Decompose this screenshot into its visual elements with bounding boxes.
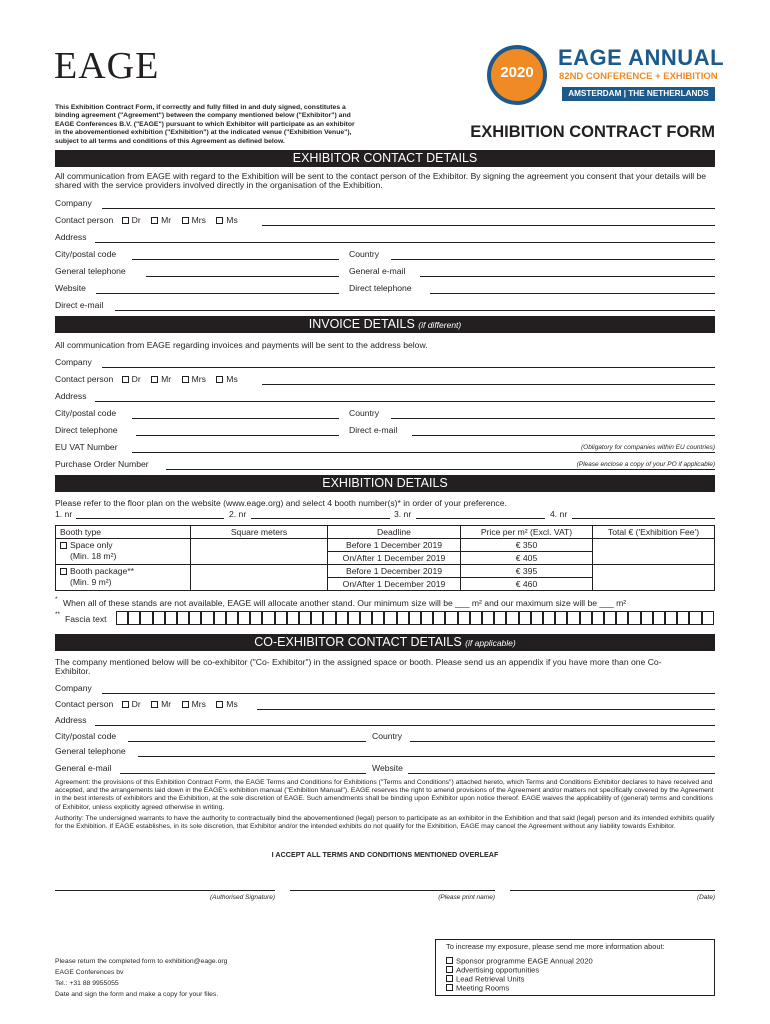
checkbox-icon[interactable]	[216, 701, 223, 708]
exhibitor-intro: All communication from EAGE with regard to the Exhibition will be sent to the contact person of the Exhibitor. By signing the agreement you consent that your details will be shared with the service providers involved directly in the organisation of the Exhibition.	[55, 171, 707, 191]
coexhibitor-city-field[interactable]	[128, 741, 366, 742]
coexhibitor-contact-label	[55, 699, 238, 709]
table-row	[56, 565, 715, 578]
coexhibitor-gen-tel-field[interactable]	[138, 756, 715, 757]
invoice-address-label: Address	[55, 391, 87, 401]
footnote-1-mark: *	[55, 596, 58, 603]
checkbox-icon[interactable]	[151, 701, 158, 708]
checkbox-icon[interactable]	[122, 217, 129, 224]
invoice-section-title: INVOICE DETAILS	[308, 317, 415, 331]
authority-text: Authority: The undersigned warrants to have the authority to contractually bind the abovementioned (legal) person to participate as an exhibitor in the Exhibition and that said (legal) person and its intended exhibits qualify for the Exhibition. If EAGE establishes, in its sole discretion, that Exhibitor and/or the intended exhibits do not qualify for the Exhibition, EAGE may cancel the Agreement without any liability towards Exhibitor.	[55, 815, 715, 831]
invoice-salutation-mrs-label: Mrs	[191, 374, 206, 384]
coexhibitor-country-label: Country	[372, 731, 403, 741]
fascia-label: Fascia text	[65, 614, 107, 624]
header-deadline: Deadline	[328, 526, 461, 539]
fascia-char-box[interactable]	[702, 611, 714, 625]
fascia-char-box[interactable]	[189, 611, 201, 625]
checkbox-icon[interactable]	[151, 376, 158, 383]
invoice-salutation-ms-label: Ms	[226, 374, 238, 384]
fascia-char-box[interactable]	[519, 611, 531, 625]
coexhibitor-salutation-dr-label: Dr	[131, 699, 141, 709]
fascia-char-box[interactable]	[433, 611, 445, 625]
coexhibitor-city-label: City/postal code	[55, 731, 117, 741]
exhibitor-company-label: Company	[55, 198, 92, 208]
booth-package-cell[interactable]	[56, 565, 191, 591]
info-option-meeting-rooms[interactable]	[446, 984, 593, 993]
checkbox-icon[interactable]	[151, 217, 158, 224]
exhibitor-country-label: Country	[349, 249, 380, 259]
fascia-char-box[interactable]	[348, 611, 360, 625]
fascia-char-box[interactable]	[323, 611, 335, 625]
booth-nr-4-label: 4. nr	[550, 509, 568, 519]
date-caption: (Date)	[696, 894, 715, 901]
fascia-char-box[interactable]	[409, 611, 421, 625]
invoice-country-field[interactable]	[391, 418, 715, 419]
booth-table	[55, 525, 715, 591]
fascia-char-box[interactable]	[531, 611, 543, 625]
fascia-char-box[interactable]	[311, 611, 323, 625]
invoice-vat-note: (Obligatory for companies within EU countries)	[580, 444, 715, 451]
salutation-dr-label: Dr	[131, 215, 141, 225]
info-box	[435, 939, 715, 996]
fascia-char-box[interactable]	[567, 611, 579, 625]
exhibitor-direct-email-label: Direct e-mail	[55, 300, 104, 310]
price-cell: € 460	[461, 578, 593, 591]
fascia-char-box[interactable]	[360, 611, 372, 625]
checkbox-icon[interactable]	[446, 984, 453, 991]
eage-logo: EAGE	[54, 45, 160, 87]
form-title: EXHIBITION CONTRACT FORM	[470, 123, 715, 141]
exhibitor-website-label: Website	[55, 283, 86, 293]
invoice-contact-text: Contact person	[55, 374, 114, 384]
coexhibitor-website-label: Website	[372, 763, 403, 773]
return-instruction: Please return the completed form to exhibition@eage.org	[55, 958, 228, 965]
fascia-char-box[interactable]	[336, 611, 348, 625]
info-option-label: Advertising opportunities	[456, 965, 540, 975]
checkbox-icon[interactable]	[446, 975, 453, 982]
invoice-company-field[interactable]	[102, 367, 715, 368]
info-option-label: Lead Retrieval Units	[456, 974, 525, 984]
checkbox-icon[interactable]	[446, 957, 453, 964]
coexhibitor-section-title: CO-EXHIBITOR CONTACT DETAILS	[254, 635, 462, 649]
coexhibitor-salutation-mr-label: Mr	[161, 699, 172, 709]
deadline-cell: On/After 1 December 2019	[328, 552, 461, 565]
fascia-char-box[interactable]	[384, 611, 396, 625]
invoice-intro: All communication from EAGE regarding invoices and payments will be sent to the address below.	[55, 340, 428, 350]
table-row	[56, 539, 715, 552]
exhibitor-contact-field[interactable]	[262, 225, 715, 226]
fascia-char-box[interactable]	[592, 611, 604, 625]
fascia-char-box[interactable]	[677, 611, 689, 625]
salutation-mr-label: Mr	[161, 215, 172, 225]
coexhibitor-country-field[interactable]	[410, 741, 715, 742]
exhibitor-gen-email-label: General e-mail	[349, 266, 406, 276]
invoice-po-field[interactable]	[166, 469, 715, 470]
info-option-label: Sponsor programme EAGE Annual 2020	[456, 956, 593, 966]
booth-nr-2-field[interactable]	[251, 518, 390, 519]
fascia-char-box[interactable]	[616, 611, 628, 625]
intro-text: This Exhibition Contract Form, if correctly and fully filled in and duly signed, constitutes a binding agreement ("Agreement") between the company mentioned below ("Exhibitor") and EAGE Conferences B.V. ("EAGE") pursuant to which Exhibitor will participate as an exhibitor in the abovementioned exhibition ("Exhibition") at the indicated venue ("Exhibition Venue"), subject to all terms and conditions of this Agreement as defined below.	[55, 104, 355, 145]
exhibitor-contact-label	[55, 215, 238, 225]
fascia-char-box[interactable]	[275, 611, 287, 625]
salutation-mrs[interactable]	[182, 215, 206, 225]
header-total: Total € ('Exhibition Fee')	[593, 526, 715, 539]
fascia-char-box[interactable]	[226, 611, 238, 625]
exhibitor-section-header	[55, 150, 715, 167]
exhibitor-country-field[interactable]	[391, 259, 715, 260]
fascia-char-box[interactable]	[128, 611, 140, 625]
space-only-total[interactable]	[593, 539, 715, 565]
fascia-char-box[interactable]	[470, 611, 482, 625]
fascia-char-box[interactable]	[421, 611, 433, 625]
date-field[interactable]	[510, 890, 715, 891]
space-only-min: (Min. 18 m²)	[70, 551, 117, 561]
booth-nr-3-field[interactable]	[416, 518, 545, 519]
exhibitor-city-field[interactable]	[132, 259, 339, 260]
coexhibitor-salutation-mrs-label: Mrs	[191, 699, 206, 709]
footer-company: EAGE Conferences bv	[55, 969, 124, 976]
fascia-char-box[interactable]	[665, 611, 677, 625]
booth-package-sqm[interactable]	[191, 565, 328, 591]
fascia-char-box[interactable]	[641, 611, 653, 625]
exhibition-section-header	[55, 475, 715, 492]
exhibitor-contact-text: Contact person	[55, 215, 114, 225]
invoice-po-label: Purchase Order Number	[55, 459, 149, 469]
fascia-char-box[interactable]	[494, 611, 506, 625]
exhibitor-gen-email-field[interactable]	[420, 276, 715, 277]
fascia-char-box[interactable]	[604, 611, 616, 625]
booth-package-min: (Min. 9 m²)	[70, 577, 112, 587]
checkbox-icon[interactable]	[216, 217, 223, 224]
fascia-char-box[interactable]	[238, 611, 250, 625]
coexhibitor-gen-email-field[interactable]	[120, 773, 366, 774]
booth-nr-1-label: 1. nr	[55, 509, 73, 519]
exhibitor-direct-tel-field[interactable]	[430, 293, 715, 294]
fascia-char-box[interactable]	[140, 611, 152, 625]
fascia-char-box[interactable]	[580, 611, 592, 625]
fascia-char-box[interactable]	[445, 611, 457, 625]
fascia-char-box[interactable]	[250, 611, 262, 625]
coexhibitor-salutation-dr[interactable]	[122, 699, 141, 709]
invoice-section-subtitle: (if different)	[418, 320, 462, 330]
header-price: Price per m² (Excl. VAT)	[461, 526, 593, 539]
invoice-direct-email-label: Direct e-mail	[349, 425, 398, 435]
invoice-country-label: Country	[349, 408, 380, 418]
checkbox-icon[interactable]	[182, 217, 189, 224]
print-name-caption: (Please print name)	[438, 894, 495, 901]
fascia-char-box[interactable]	[458, 611, 470, 625]
fascia-char-box[interactable]	[628, 611, 640, 625]
checkbox-icon[interactable]	[182, 701, 189, 708]
exhibitor-section-title: EXHIBITOR CONTACT DETAILS	[292, 151, 478, 165]
coexhibitor-intro: The company mentioned below will be co-exhibitor ("Co- Exhibitor") in the assigned space or booth. Please send us an appendix if you have more than one Co-Exhibitor.	[55, 657, 662, 677]
fascia-char-box[interactable]	[506, 611, 518, 625]
checkbox-icon[interactable]	[216, 376, 223, 383]
coexhibitor-website-field[interactable]	[408, 773, 715, 774]
coexhibitor-address-field[interactable]	[95, 725, 715, 726]
exhibitor-website-field[interactable]	[96, 293, 339, 294]
exhibitor-city-label: City/postal code	[55, 249, 117, 259]
invoice-city-label: City/postal code	[55, 408, 117, 418]
badge-location: AMSTERDAM | THE NETHERLANDS	[562, 87, 715, 101]
invoice-direct-tel-label: Direct telephone	[55, 425, 118, 435]
booth-nr-4-field[interactable]	[572, 518, 715, 519]
invoice-salutation-dr-label: Dr	[131, 374, 141, 384]
invoice-section-header	[55, 316, 715, 333]
space-only-label: Space only	[70, 540, 113, 550]
deadline-cell: Before 1 December 2019	[328, 565, 461, 578]
coexhibitor-company-label: Company	[55, 683, 92, 693]
signature-caption: (Authorised Signature)	[209, 894, 275, 901]
footer-tel: Tel.: +31 88 9955055	[55, 980, 119, 987]
invoice-salutation-dr[interactable]	[122, 374, 141, 384]
salutation-mr[interactable]	[151, 215, 171, 225]
accept-terms: I ACCEPT ALL TERMS AND CONDITIONS MENTIONED OVERLEAF	[271, 850, 499, 859]
coexhibitor-gen-email-label: General e-mail	[55, 763, 112, 773]
coexhibitor-address-label: Address	[55, 715, 87, 725]
fascia-char-box[interactable]	[201, 611, 213, 625]
fascia-char-box[interactable]	[116, 611, 128, 625]
coexhibitor-company-field[interactable]	[102, 693, 715, 694]
checkbox-icon[interactable]	[182, 376, 189, 383]
checkbox-icon[interactable]	[60, 568, 67, 575]
invoice-contact-field[interactable]	[262, 384, 715, 385]
salutation-dr[interactable]	[122, 215, 141, 225]
header-booth-type: Booth type	[56, 526, 191, 539]
salutation-mrs-label: Mrs	[191, 215, 206, 225]
fascia-char-box[interactable]	[689, 611, 701, 625]
checkbox-icon[interactable]	[446, 966, 453, 973]
footer-instruction: Date and sign the form and make a copy for your files.	[55, 991, 219, 998]
invoice-company-label: Company	[55, 357, 92, 367]
fascia-char-box[interactable]	[262, 611, 274, 625]
coexhibitor-salutation-ms-label: Ms	[226, 699, 238, 709]
deadline-cell: On/After 1 December 2019	[328, 578, 461, 591]
exhibition-intro: Please refer to the floor plan on the website (www.eage.org) and select 4 booth number(s)* in order of your preference.	[55, 498, 507, 508]
salutation-ms[interactable]	[216, 215, 237, 225]
footnote-2-mark: **	[55, 611, 61, 618]
invoice-direct-tel-field[interactable]	[136, 435, 339, 436]
booth-table-header	[56, 526, 715, 539]
fascia-char-box[interactable]	[177, 611, 189, 625]
header-square-meters: Square meters	[191, 526, 328, 539]
checkbox-icon[interactable]	[122, 701, 129, 708]
coexhibitor-gen-tel-label: General telephone	[55, 746, 126, 756]
invoice-salutation-mrs[interactable]	[182, 374, 206, 384]
exhibitor-company-field[interactable]	[102, 208, 715, 209]
invoice-city-field[interactable]	[132, 418, 339, 419]
invoice-po-note: (Please enclose a copy of your PO if applicable)	[576, 461, 715, 468]
price-cell: € 350	[461, 539, 593, 552]
footnote-1: When all of these stands are not available, EAGE will allocate another stand. Our minimum size will be ___ m² and our maximum size will be ___ m²	[63, 598, 627, 608]
exhibitor-direct-tel-label: Direct telephone	[349, 283, 412, 293]
booth-nr-1-field[interactable]	[76, 518, 224, 519]
exhibitor-address-field[interactable]	[95, 242, 715, 243]
signature-field[interactable]	[55, 890, 275, 891]
badge-subtitle: 82ND CONFERENCE + EXHIBITION	[559, 71, 718, 82]
fascia-char-box[interactable]	[287, 611, 299, 625]
coexhibitor-salutation-mr[interactable]	[151, 699, 171, 709]
exhibitor-direct-email-field[interactable]	[115, 310, 715, 311]
exhibition-section-title: EXHIBITION DETAILS	[322, 476, 448, 490]
fascia-char-box[interactable]	[372, 611, 384, 625]
info-option-label: Meeting Rooms	[456, 983, 510, 993]
fascia-char-box[interactable]	[397, 611, 409, 625]
info-box-top-rule	[436, 939, 714, 940]
agreement-text: Agreement: the provisions of this Exhibition Contract Form, the EAGE Terms and Conditions for Exhibitions ("Terms and Conditions") attached hereto, which Terms and Conditions Exhibitor declares to have received and accepted, and the arrangements laid down in the EAGE's exhibition manual ("Exhibition Manual"). EAGE reserves the right to amend provisions of the Agreement and/or matters not specifically covered by the Agreement in the best interests of exhibitors and the Exhibition, at the sole discretion of EAGE. Such amendments shall be binding upon Exhibitor upon notice thereof. EAGE waives the applicability of (general) terms and conditions of Exhibitor, unless explicitly agreed otherwise in writing.	[55, 779, 714, 811]
checkbox-icon[interactable]	[60, 542, 67, 549]
deadline-cell: Before 1 December 2019	[328, 539, 461, 552]
booth-package-total[interactable]	[593, 565, 715, 591]
price-cell: € 405	[461, 552, 593, 565]
booth-nr-2-label: 2. nr	[229, 509, 247, 519]
coexhibitor-section-header	[55, 634, 715, 651]
invoice-address-field[interactable]	[95, 401, 715, 402]
fascia-char-box[interactable]	[299, 611, 311, 625]
space-only-cell[interactable]	[56, 539, 191, 565]
exhibitor-gen-tel-label: General telephone	[55, 266, 126, 276]
booth-nr-3-label: 3. nr	[394, 509, 412, 519]
coexhibitor-salutation-mrs[interactable]	[182, 699, 206, 709]
invoice-salutation-mr[interactable]	[151, 374, 171, 384]
invoice-salutation-mr-label: Mr	[161, 374, 172, 384]
exhibitor-address-label: Address	[55, 232, 87, 242]
badge-title: EAGE ANNUAL	[558, 45, 725, 70]
exhibitor-gen-tel-field[interactable]	[146, 276, 339, 277]
price-cell: € 395	[461, 565, 593, 578]
space-only-sqm[interactable]	[191, 539, 328, 565]
invoice-vat-label: EU VAT Number	[55, 442, 118, 452]
print-name-field[interactable]	[290, 890, 495, 891]
checkbox-icon[interactable]	[122, 376, 129, 383]
coexhibitor-salutation-ms[interactable]	[216, 699, 237, 709]
fascia-char-box[interactable]	[653, 611, 665, 625]
booth-package-label: Booth package**	[70, 566, 135, 576]
fascia-char-box[interactable]	[555, 611, 567, 625]
badge-year: 2020	[500, 64, 534, 81]
fascia-char-box[interactable]	[165, 611, 177, 625]
info-options	[446, 957, 593, 993]
fascia-char-box[interactable]	[543, 611, 555, 625]
fascia-char-box[interactable]	[214, 611, 226, 625]
fascia-char-box[interactable]	[153, 611, 165, 625]
coexhibitor-contact-text: Contact person	[55, 699, 114, 709]
invoice-salutation-ms[interactable]	[216, 374, 237, 384]
invoice-vat-field[interactable]	[132, 452, 715, 453]
coexhibitor-contact-field[interactable]	[257, 709, 715, 710]
coexhibitor-section-subtitle: (if applicable)	[465, 638, 516, 648]
salutation-ms-label: Ms	[226, 215, 238, 225]
invoice-contact-label	[55, 374, 238, 384]
info-box-title: To increase my exposure, please send me more information about:	[446, 942, 665, 951]
fascia-char-box[interactable]	[482, 611, 494, 625]
invoice-direct-email-field[interactable]	[412, 435, 715, 436]
